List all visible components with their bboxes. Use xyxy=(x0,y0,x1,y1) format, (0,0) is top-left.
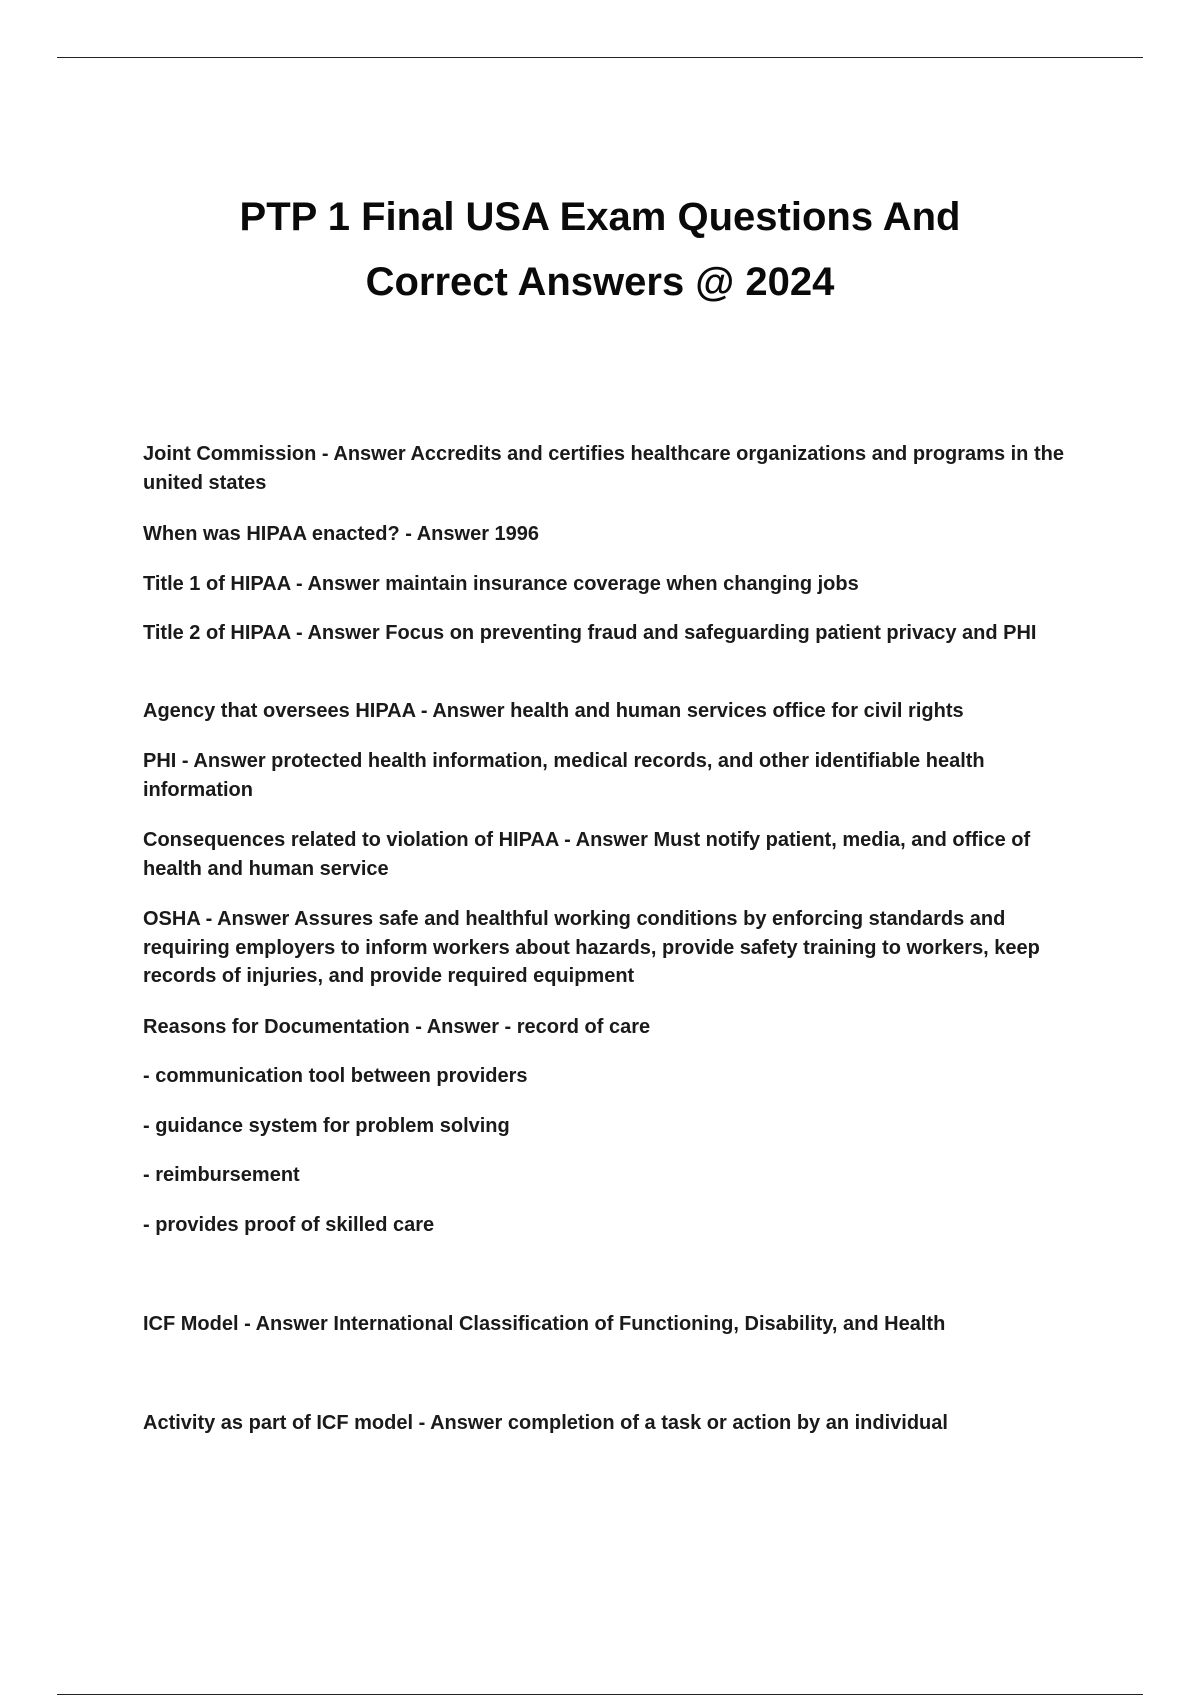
qa-entry-hipaa-agency: Agency that oversees HIPAA - Answer health and human services office for civil rights xyxy=(143,700,964,722)
qa-entry-hipaa-consequences: Consequences related to violation of HIPAA - Answer Must notify patient, media, and office of health and human service xyxy=(143,829,1031,880)
bottom-divider xyxy=(57,1694,1143,1695)
top-divider xyxy=(57,57,1143,58)
qa-entry-hipaa-title-2: Title 2 of HIPAA - Answer Focus on preventing fraud and safeguarding patient privacy and PHI xyxy=(143,622,1037,644)
page-title xyxy=(100,185,1100,315)
qa-entry-osha: OSHA - Answer Assures safe and healthful working conditions by enforcing standards and requiring employers to inform workers about hazards, provide safety training to workers, keep records of injuries, and provide required equipment xyxy=(143,908,1040,987)
documentation-bullet-reimbursement: - reimbursement xyxy=(143,1164,300,1186)
qa-entry-hipaa-enacted: When was HIPAA enacted? - Answer 1996 xyxy=(143,523,540,545)
qa-entry-joint-commission: Joint Commission - Answer Accredits and certifies healthcare organizations and programs in the united states xyxy=(143,443,1064,494)
qa-entry-icf-activity: Activity as part of ICF model - Answer completion of a task or action by an individual xyxy=(143,1412,948,1434)
documentation-bullet-guidance: - guidance system for problem solving xyxy=(143,1115,510,1137)
title-line-2: Correct Answers @ 2024 xyxy=(365,260,835,304)
title-line-1: PTP 1 Final USA Exam Questions And xyxy=(239,195,961,239)
documentation-bullet-skilled-care: - provides proof of skilled care xyxy=(143,1214,435,1236)
qa-entry-phi: PHI - Answer protected health information, medical records, and other identifiable health information xyxy=(143,750,985,801)
qa-entry-icf-model: ICF Model - Answer International Classification of Functioning, Disability, and Health xyxy=(143,1313,946,1335)
qa-entry-hipaa-title-1: Title 1 of HIPAA - Answer maintain insurance coverage when changing jobs xyxy=(143,573,859,595)
documentation-bullet-communication: - communication tool between providers xyxy=(143,1065,528,1087)
qa-entry-documentation-reasons: Reasons for Documentation - Answer - record of care xyxy=(143,1016,651,1038)
